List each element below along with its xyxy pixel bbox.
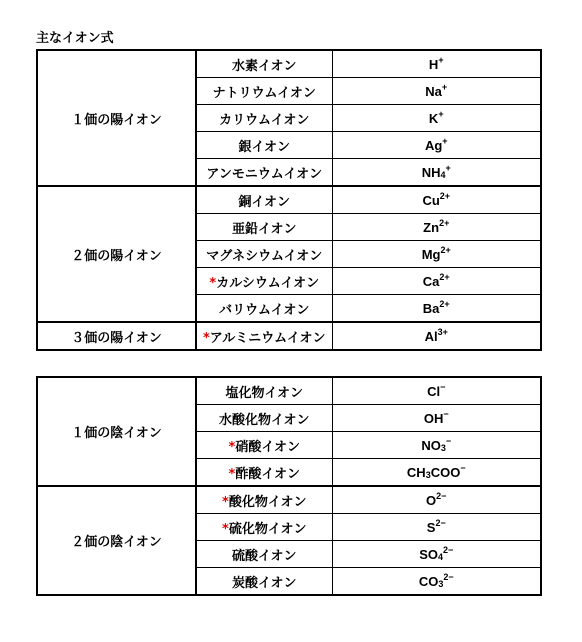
ion-name-text: ナトリウムイオン [212, 85, 316, 101]
formula-symbol: OH [423, 410, 444, 426]
ion-formula [332, 322, 541, 350]
ion-name [196, 132, 332, 159]
ion-name [196, 214, 332, 241]
formula-symbol: COO [430, 464, 461, 480]
table-row [37, 186, 541, 214]
formula-charge: 2+ [439, 217, 450, 228]
formula-charge: + [441, 81, 448, 92]
ion-name [196, 186, 332, 214]
star-mark: * [222, 521, 229, 537]
table-row [37, 486, 541, 514]
ion-name-text: 硫化物イオン [228, 521, 307, 537]
formula-charge: − [445, 435, 452, 446]
ion-name [196, 268, 332, 295]
ion-formula [332, 50, 541, 78]
ion-name [196, 405, 332, 432]
ion-formula [332, 186, 541, 214]
ion-name [196, 295, 332, 323]
ion-formula [332, 241, 541, 268]
formula-charge: + [438, 54, 444, 65]
formula-charge: 2− [443, 544, 454, 555]
formula-symbol: CO [418, 573, 439, 589]
formula-subscript: 3 [438, 578, 444, 589]
cations-group [37, 186, 541, 322]
ion-name-text: アンモニウムイオン [206, 166, 323, 182]
formula-charge: 2− [436, 490, 447, 501]
formula-charge: 3+ [437, 326, 448, 337]
ion-formula [332, 432, 541, 459]
formula-symbol: NO [421, 437, 441, 453]
ion-name [196, 486, 332, 514]
anions-group [37, 486, 541, 595]
ion-formula [332, 159, 541, 187]
ion-name-text: アルミニウムイオン [209, 330, 326, 346]
formula-symbol: CH [406, 464, 426, 480]
ion-name [196, 377, 332, 405]
formula-charge: + [445, 162, 451, 173]
star-mark: * [222, 494, 229, 510]
ion-formula [332, 214, 541, 241]
formula-charge: 2− [443, 571, 454, 582]
table-row [37, 377, 541, 405]
formula-symbol: Ba [422, 300, 440, 316]
ion-group-label: ３価の陽イオン [37, 322, 196, 350]
formula-symbol: NH [421, 164, 441, 180]
ion-name-text: 酢酸イオン [235, 466, 300, 482]
ion-name-text: 銀イオン [238, 139, 291, 155]
formula-symbol: Cl [427, 383, 441, 399]
ion-formula [332, 405, 541, 432]
formula-charge: − [443, 408, 449, 419]
cations-group [37, 322, 541, 350]
formula-symbol: Mg [421, 246, 441, 262]
formula-symbol: K [428, 110, 439, 126]
ion-formula [332, 541, 541, 568]
cation-table [36, 49, 542, 351]
formula-symbol: Na [425, 83, 442, 99]
formula-symbol: Zn [423, 219, 440, 235]
formula-symbol: Al [424, 328, 438, 344]
ion-name-text: 硝酸イオン [235, 439, 300, 455]
ion-name-text: カリウムイオン [219, 112, 310, 128]
ion-formula [332, 78, 541, 105]
formula-symbol: Ca [422, 273, 440, 289]
formula-subscript: 3 [440, 442, 446, 453]
ion-group-label: ２価の陰イオン [37, 486, 196, 595]
ion-name-text: 水酸化物イオン [218, 412, 310, 428]
table-row [37, 322, 541, 350]
ion-name-text: 亜鉛イオン [231, 221, 297, 237]
formula-charge: 2+ [439, 298, 450, 309]
ion-name [196, 568, 332, 596]
ion-group-label: １価の陽イオン [37, 50, 196, 186]
ion-formula [332, 568, 541, 596]
star-mark: * [209, 275, 217, 291]
ion-name-text: 硫酸イオン [231, 548, 297, 564]
ion-group-label: １価の陰イオン [37, 377, 196, 486]
ion-formula [332, 132, 541, 159]
ion-name-text: マグネシウムイオン [206, 248, 323, 264]
ion-name [196, 514, 332, 541]
formula-symbol: H [428, 56, 439, 72]
page-title: 主なイオン式 [36, 31, 114, 46]
ion-group-label: ２価の陽イオン [37, 186, 196, 322]
formula-symbol: Ag [424, 137, 443, 153]
star-mark: * [202, 330, 210, 346]
formula-symbol: Cu [422, 192, 440, 208]
formula-charge: 2− [435, 517, 446, 528]
anions-group [37, 377, 541, 486]
formula-charge: + [442, 135, 448, 146]
formula-subscript: 4 [440, 169, 446, 180]
ion-name [196, 459, 332, 487]
ion-name-text: 銅イオン [238, 194, 291, 210]
formula-subscript: 4 [438, 551, 444, 562]
ion-formula [332, 459, 541, 487]
ion-formula [332, 295, 541, 323]
formula-symbol: SO [419, 546, 438, 562]
star-mark: * [228, 439, 236, 455]
formula-charge: 2+ [439, 190, 451, 201]
ion-name [196, 241, 332, 268]
ion-formula [332, 514, 541, 541]
ion-formula [332, 377, 541, 405]
ion-name-text: バリウムイオン [219, 302, 310, 318]
ion-name-text: 水素イオン [231, 58, 297, 74]
formula-subscript: 3 [425, 469, 431, 480]
ion-name [196, 541, 332, 568]
formula-symbol: S [426, 519, 436, 535]
formula-charge: − [460, 462, 466, 473]
ion-name-text: 炭酸イオン [231, 575, 297, 591]
formula-charge: 2+ [439, 271, 450, 282]
formula-symbol: O [426, 492, 437, 508]
ion-name [196, 322, 332, 350]
ion-name [196, 159, 332, 187]
table-row [37, 50, 541, 78]
cations-group [37, 50, 541, 186]
anion-table [36, 376, 542, 596]
ion-formula [332, 105, 541, 132]
ion-formula [332, 268, 541, 295]
formula-charge: 2+ [440, 244, 451, 255]
ion-name [196, 105, 332, 132]
star-mark: * [228, 466, 236, 482]
ion-name [196, 432, 332, 459]
ion-name [196, 78, 332, 105]
formula-charge: + [438, 108, 444, 119]
formula-charge: − [440, 381, 446, 392]
ion-name-text: 酸化物イオン [228, 494, 307, 510]
ion-name-text: 塩化物イオン [225, 385, 304, 401]
ion-formula [332, 486, 541, 514]
ion-name-text: カルシウムイオン [216, 275, 320, 291]
ion-name [196, 50, 332, 78]
